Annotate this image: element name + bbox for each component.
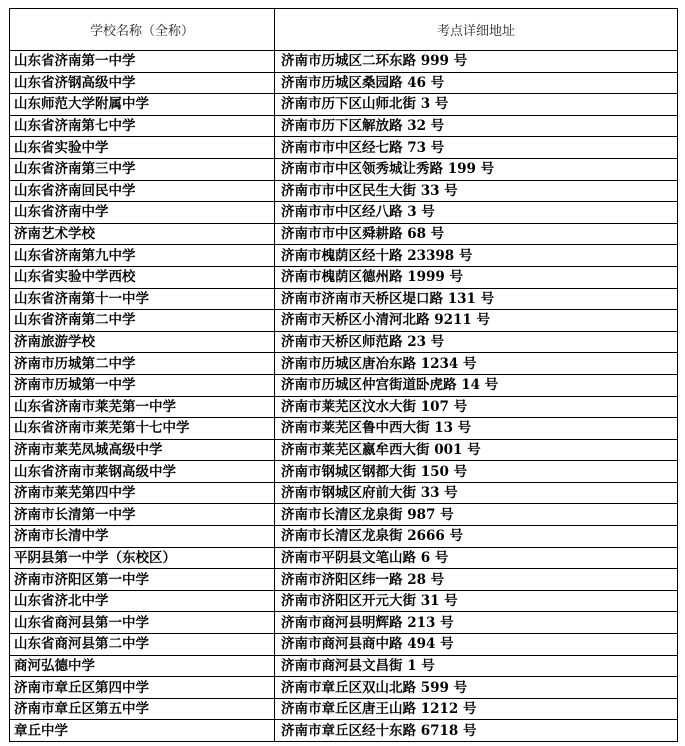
table-row bbox=[10, 698, 678, 720]
exam-address-cell: 济南市济南市天桥区堤口路 131 号 bbox=[275, 288, 678, 310]
table-row bbox=[10, 353, 678, 375]
table-row bbox=[10, 569, 678, 591]
school-name-cell: 山东师范大学附属中学 bbox=[10, 94, 275, 116]
school-name-cell: 山东省商河县第二中学 bbox=[10, 634, 275, 656]
table-row bbox=[10, 202, 678, 224]
school-name-cell: 济南市章丘区第四中学 bbox=[10, 677, 275, 699]
exam-address-cell: 济南市莱芜区鲁中西大街 13 号 bbox=[275, 418, 678, 440]
table-row bbox=[10, 223, 678, 245]
exam-address-cell: 济南市莱芜区汶水大街 107 号 bbox=[275, 396, 678, 418]
table-row bbox=[10, 504, 678, 526]
column-header-school-name: 学校名称（全称） bbox=[10, 9, 275, 51]
table-row bbox=[10, 374, 678, 396]
exam-address-cell: 济南市济阳区开元大街 31 号 bbox=[275, 590, 678, 612]
school-name-cell: 山东省实验中学西校 bbox=[10, 266, 275, 288]
school-name-cell: 山东省济南第二中学 bbox=[10, 310, 275, 332]
table-row bbox=[10, 482, 678, 504]
header-row bbox=[10, 9, 678, 51]
exam-address-cell: 济南市平阴县文笔山路 6 号 bbox=[275, 547, 678, 569]
table-row bbox=[10, 72, 678, 94]
school-name-cell: 山东省济南市莱芜第十七中学 bbox=[10, 418, 275, 440]
school-name-cell: 章丘中学 bbox=[10, 720, 275, 742]
school-name-cell: 山东省济南中学 bbox=[10, 202, 275, 224]
table-row bbox=[10, 137, 678, 159]
school-name-cell: 山东省济钢高级中学 bbox=[10, 72, 275, 94]
table-row bbox=[10, 590, 678, 612]
exam-address-cell: 济南市章丘区唐王山路 1212 号 bbox=[275, 698, 678, 720]
column-header-exam-address: 考点详细地址 bbox=[275, 9, 678, 51]
exam-address-cell: 济南市莱芜区嬴牟西大街 001 号 bbox=[275, 439, 678, 461]
table-row bbox=[10, 51, 678, 73]
exam-address-cell: 济南市天桥区师范路 23 号 bbox=[275, 331, 678, 353]
exam-address-cell: 济南市商河县文昌街 1 号 bbox=[275, 655, 678, 677]
school-name-cell: 山东省商河县第一中学 bbox=[10, 612, 275, 634]
school-name-cell: 山东省济南第三中学 bbox=[10, 158, 275, 180]
exam-address-cell: 济南市历下区山师北街 3 号 bbox=[275, 94, 678, 116]
table-row bbox=[10, 612, 678, 634]
exam-address-cell: 济南市历城区仲宫街道卧虎路 14 号 bbox=[275, 374, 678, 396]
table-row bbox=[10, 266, 678, 288]
table-row bbox=[10, 418, 678, 440]
table-row bbox=[10, 439, 678, 461]
exam-address-cell: 济南市市中区舜耕路 68 号 bbox=[275, 223, 678, 245]
school-name-cell: 济南市莱芜凤城高级中学 bbox=[10, 439, 275, 461]
table-row bbox=[10, 526, 678, 548]
table-row bbox=[10, 180, 678, 202]
school-name-cell: 山东省济北中学 bbox=[10, 590, 275, 612]
school-name-cell: 济南市历城第二中学 bbox=[10, 353, 275, 375]
exam-address-cell: 济南市市中区民生大街 33 号 bbox=[275, 180, 678, 202]
exam-address-cell: 济南市槐荫区德州路 1999 号 bbox=[275, 266, 678, 288]
exam-address-cell: 济南市章丘区双山北路 599 号 bbox=[275, 677, 678, 699]
exam-address-cell: 济南市长清区龙泉街 2666 号 bbox=[275, 526, 678, 548]
exam-address-cell: 济南市天桥区小清河北路 9211 号 bbox=[275, 310, 678, 332]
exam-address-cell: 济南市市中区经八路 3 号 bbox=[275, 202, 678, 224]
school-name-cell: 山东省济南市莱芜第一中学 bbox=[10, 396, 275, 418]
school-name-cell: 济南艺术学校 bbox=[10, 223, 275, 245]
school-name-cell: 济南市长清第一中学 bbox=[10, 504, 275, 526]
table-row bbox=[10, 396, 678, 418]
table-row bbox=[10, 720, 678, 742]
school-name-cell: 山东省济南第七中学 bbox=[10, 115, 275, 137]
school-name-cell: 山东省济南回民中学 bbox=[10, 180, 275, 202]
table-row bbox=[10, 94, 678, 116]
exam-address-cell: 济南市市中区领秀城让秀路 199 号 bbox=[275, 158, 678, 180]
exam-site-table bbox=[9, 8, 678, 742]
school-name-cell: 济南旅游学校 bbox=[10, 331, 275, 353]
exam-address-cell: 济南市长清区龙泉街 987 号 bbox=[275, 504, 678, 526]
school-name-cell: 济南市济阳区第一中学 bbox=[10, 569, 275, 591]
school-name-cell: 济南市莱芜第四中学 bbox=[10, 482, 275, 504]
exam-address-cell: 济南市钢城区府前大街 33 号 bbox=[275, 482, 678, 504]
exam-address-cell: 济南市历城区二环东路 999 号 bbox=[275, 51, 678, 73]
table-row bbox=[10, 547, 678, 569]
table-row bbox=[10, 461, 678, 483]
exam-address-cell: 济南市济阳区纬一路 28 号 bbox=[275, 569, 678, 591]
table-body bbox=[10, 51, 678, 742]
school-name-cell: 山东省济南第九中学 bbox=[10, 245, 275, 267]
table-row bbox=[10, 655, 678, 677]
exam-address-cell: 济南市钢城区钢都大街 150 号 bbox=[275, 461, 678, 483]
exam-address-cell: 济南市历城区桑园路 46 号 bbox=[275, 72, 678, 94]
table-row bbox=[10, 288, 678, 310]
school-name-cell: 山东省济南第一中学 bbox=[10, 51, 275, 73]
school-name-cell: 山东省济南市莱钢高级中学 bbox=[10, 461, 275, 483]
school-name-cell: 济南市历城第一中学 bbox=[10, 374, 275, 396]
school-name-cell: 平阴县第一中学（东校区） bbox=[10, 547, 275, 569]
exam-address-cell: 济南市市中区经七路 73 号 bbox=[275, 137, 678, 159]
exam-address-cell: 济南市历下区解放路 32 号 bbox=[275, 115, 678, 137]
school-name-cell: 山东省实验中学 bbox=[10, 137, 275, 159]
exam-address-cell: 济南市商河县商中路 494 号 bbox=[275, 634, 678, 656]
school-name-cell: 济南市章丘区第五中学 bbox=[10, 698, 275, 720]
exam-address-cell: 济南市商河县明辉路 213 号 bbox=[275, 612, 678, 634]
exam-address-cell: 济南市槐荫区经十路 23398 号 bbox=[275, 245, 678, 267]
table-row bbox=[10, 331, 678, 353]
table-row bbox=[10, 677, 678, 699]
exam-address-cell: 济南市历城区唐冶东路 1234 号 bbox=[275, 353, 678, 375]
school-name-cell: 商河弘德中学 bbox=[10, 655, 275, 677]
table-row bbox=[10, 245, 678, 267]
table-row bbox=[10, 115, 678, 137]
exam-address-cell: 济南市章丘区经十东路 6718 号 bbox=[275, 720, 678, 742]
school-name-cell: 济南市长清中学 bbox=[10, 526, 275, 548]
table-row bbox=[10, 158, 678, 180]
table-row bbox=[10, 634, 678, 656]
school-name-cell: 山东省济南第十一中学 bbox=[10, 288, 275, 310]
table-row bbox=[10, 310, 678, 332]
